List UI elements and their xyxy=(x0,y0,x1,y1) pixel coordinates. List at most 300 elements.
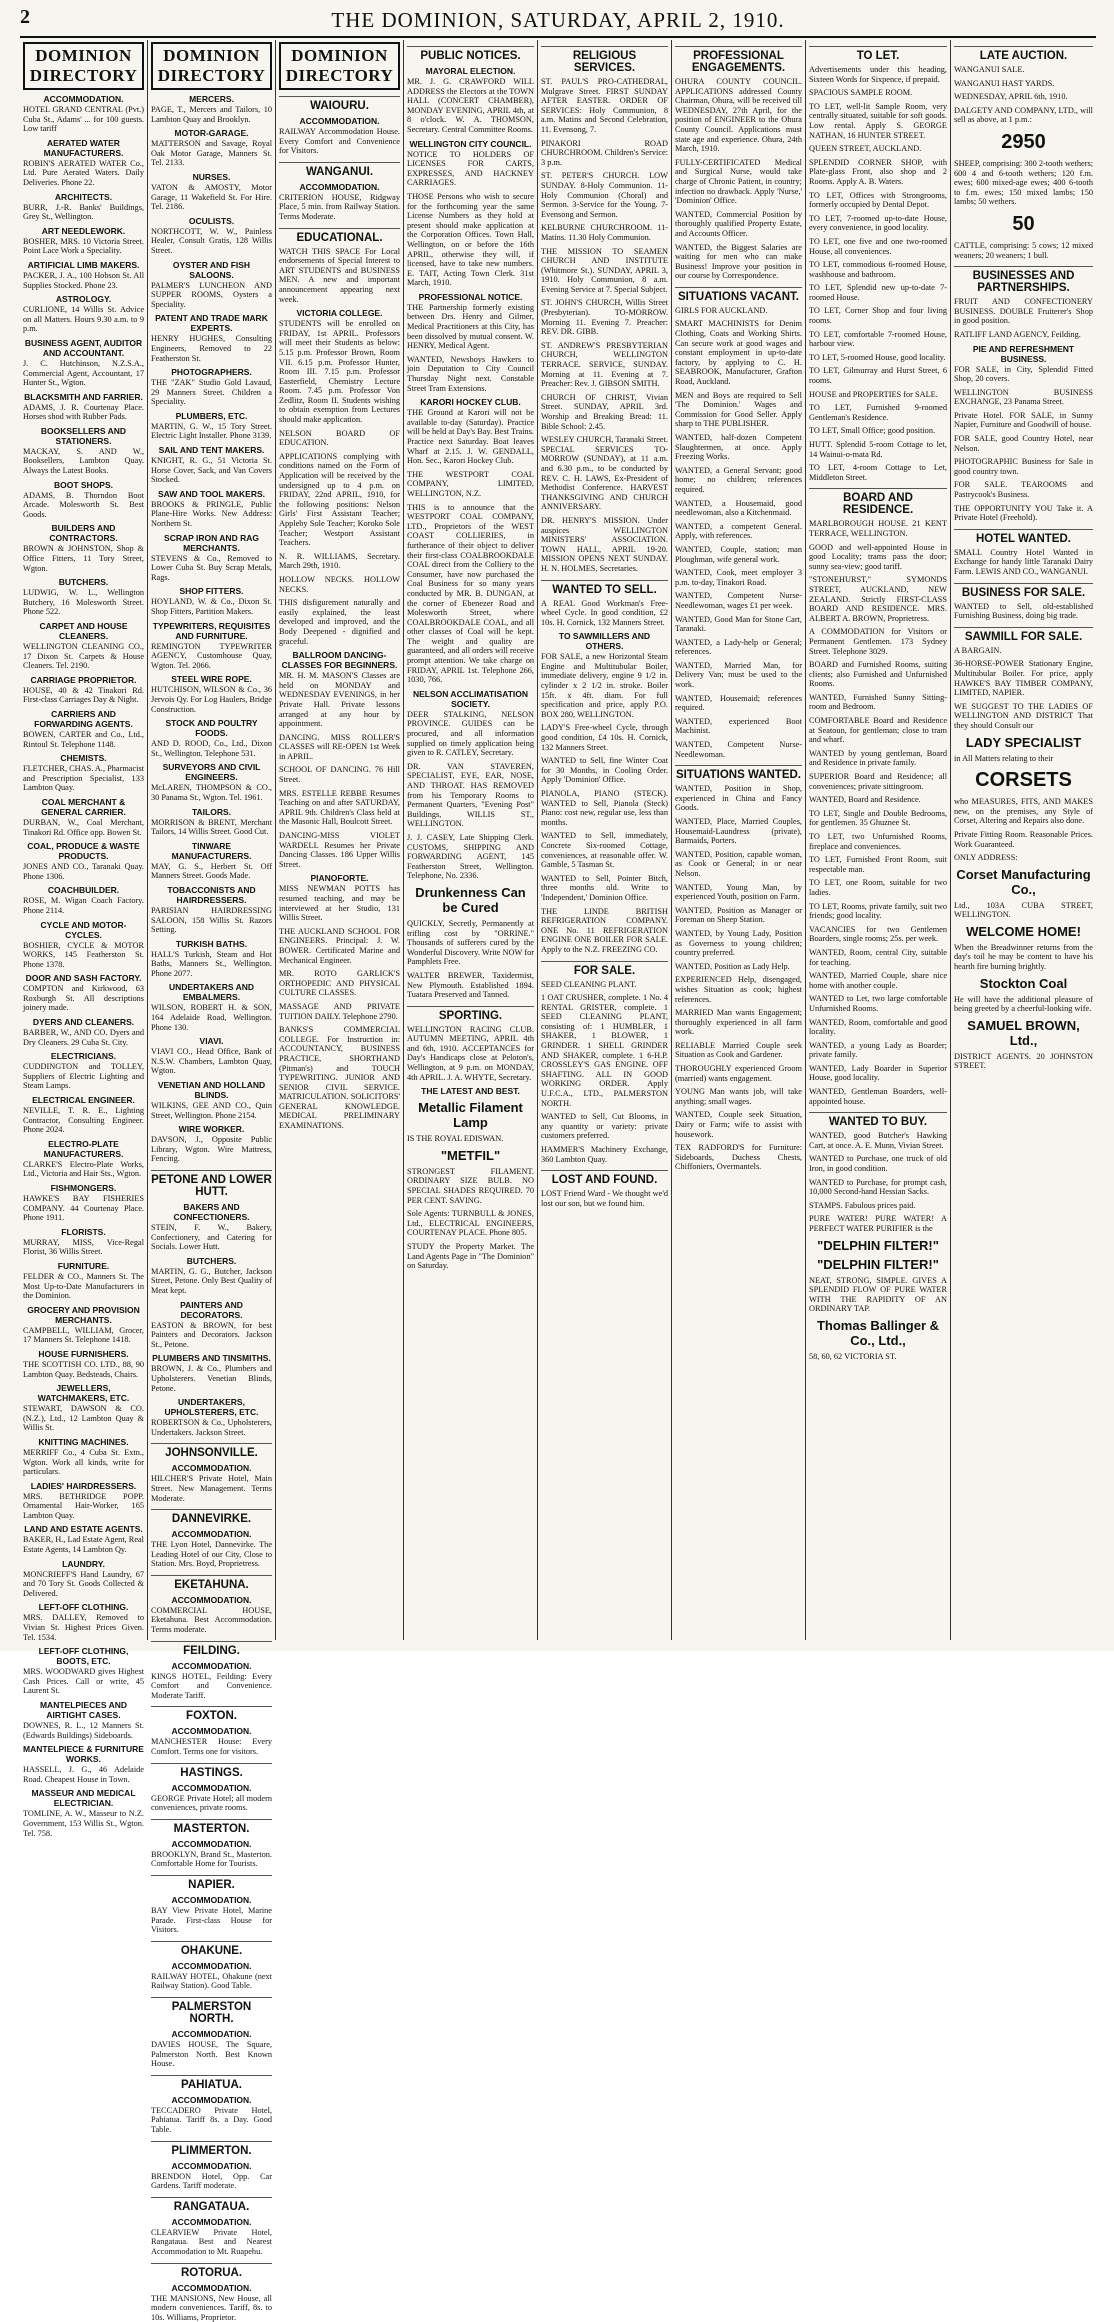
classified-ad: CUDDINGTON and TOLLEY, Suppliers of Electric Lighting and Steam Lamps. xyxy=(23,1062,144,1091)
section-heading: LATE AUCTION. xyxy=(954,46,1093,62)
section-heading: BUSINESSES AND PARTNERSHIPS. xyxy=(954,266,1093,294)
classified-ad: STUDY the Property Market. The Land Agents Page in "The Dominion" on Saturday. xyxy=(407,1242,534,1271)
classified-ad: TECCADERO Private Hotel, Pahiatua. Tariff 8s. a Day. Good Table. xyxy=(151,2106,272,2135)
classified-ad: REMINGTON TYPEWRITER AGENCY, Customhouse Quay, Wgton. Tel. 2066. xyxy=(151,642,272,671)
classified-ad: THIS disfigurement naturally and easily explained, the least developed and improved, and the Body Deepened - dignified and graceful. xyxy=(279,598,400,646)
section-heading: COACHBUILDER. xyxy=(23,885,144,895)
classified-ad: FOR SALE. TEAROOMS and Pastrycook's Business. xyxy=(954,480,1093,499)
section-heading: ACCOMMODATION. xyxy=(279,182,400,192)
section-heading: ACCOMMODATION. xyxy=(279,116,400,126)
section-heading: BUILDERS AND CONTRACTORS. xyxy=(23,523,144,543)
classified-ad: VATON & AMOSTY, Motor Garage, 11 Wakefield St. For Hire. Tel. 2186. xyxy=(151,183,272,212)
classified-ad: PACKER, J. A., 100 Hobson St. All Supplies Stocked. Phone 23. xyxy=(23,271,144,290)
section-heading: FOR SALE. xyxy=(541,961,668,977)
classified-ad: HOYLAND, W. & Co., Dixon St. Shop Fitters, Partition Makers. xyxy=(151,597,272,616)
classified-ad: THE MANSIONS, New House, all modern conveniences. Tariff, 8s. to 10s. Williams, Proprietor. xyxy=(151,2294,272,2322)
classified-ad: WANTED to Purchase, one truck of old Iron, in good condition. xyxy=(809,1154,947,1173)
classified-ad: GIRLS FOR AUCKLAND. xyxy=(675,306,802,316)
section-heading: FISHMONGERS. xyxy=(23,1183,144,1193)
classified-ad: TO LET, Corner Shop and four living rooms. xyxy=(809,306,947,325)
classified-ad: WANTED, Furnished Sunny Sitting-room and Bedroom. xyxy=(809,693,947,712)
section-heading: BOOT SHOPS. xyxy=(23,480,144,490)
classified-ad: WANTED, a young Lady as Boarder; private family. xyxy=(809,1041,947,1060)
section-heading: PHOTOGRAPHERS. xyxy=(151,367,272,377)
classified-ad: TO LET, Furnished 9-roomed Gentleman's Residence. xyxy=(809,403,947,422)
classified-ad: RAILWAY HOTEL, Ohakune (next Railway Station). Good Table. xyxy=(151,1972,272,1991)
classified-ad: TO LET, two Unfurnished Rooms, fireplace and conveniences. xyxy=(809,832,947,851)
section-heading: KNITTING MACHINES. xyxy=(23,1437,144,1447)
section-heading: PIE AND REFRESHMENT BUSINESS. xyxy=(954,344,1093,364)
classified-ad: J. C. Hutchinson, N.Z.S.A., Commercial Agent, Accountant, 17 Hunter St., Wgton. xyxy=(23,359,144,388)
classified-ad: TO LET, Small Office; good position. xyxy=(809,426,947,436)
section-heading: PIANOFORTE. xyxy=(279,873,400,883)
classified-ad: CATTLE, comprising: 5 cows; 12 mixed weaners; 20 weaners; 1 bull. xyxy=(954,241,1093,260)
section-heading: VENETIAN AND HOLLAND BLINDS. xyxy=(151,1080,272,1100)
classified-ad: WANTED, Newsboys Hawkers to join Deputation to City Council Thursday Night next. Constable Street Tram Extensions. xyxy=(407,355,534,393)
section-heading: BUSINESS AGENT, AUDITOR AND ACCOUNTANT. xyxy=(23,338,144,358)
classified-ad: SCHOOL OF DANCING. 76 Hill Street. xyxy=(279,765,400,784)
classified-ad: MANCHESTER House: Every Comfort. Terms one for visitors. xyxy=(151,1737,272,1756)
classified-ad: MORRISON & BRENT, Merchant Tailors, 14 Willis Street. Good Cut. xyxy=(151,818,272,837)
classified-ad: PARISIAN HAIRDRESSING SALOON, 158 Willis St. Razors Setting. xyxy=(151,906,272,935)
classified-ad: WANTED, experienced Boot Machinist. xyxy=(675,717,802,736)
section-heading: PLUMBERS AND TINSMITHS. xyxy=(151,1353,272,1363)
section-heading: ACCOMMODATION. xyxy=(151,1783,272,1793)
section-heading: JEWELLERS, WATCHMAKERS, ETC. xyxy=(23,1383,144,1403)
classified-ad: MURRAY, MISS, Vice-Regal Florist, 36 Willis Street. xyxy=(23,1238,144,1257)
classified-ad: 1 OAT CRUSHER, complete. 1 No. 4 RENTAL GRISTER, complete. 1 SEED CLEANING PLANT, consisting of: 1 HUMBLER, 1 SHAKER, 1 BLOWER, 1 GRINDER. 1 SHELL GRINDER AND SHAKER, complete. 1 6-H.P. CROSSLEY'S GAS ENGINE. OFF SHAFTING. ALL IN GOOD WORKING ORDER. Apply U.F.C.A., LTD., PALMERSTON NORTH. xyxy=(541,993,668,1108)
classified-ad: WANTED, by Young Lady, Position as Governess to young children; country preferred. xyxy=(675,929,802,958)
classified-ad: BURR, J.-R. Banks' Buildings, Grey St., Wellington. xyxy=(23,203,144,222)
classified-ad: NORTHCOTT, W. W., Painless Healer, Consult Gratis, 128 Willis Street. xyxy=(151,227,272,256)
classified-ad: TO LET, 4-room Cottage to Let, Middleton Street. xyxy=(809,463,947,482)
column-late-auction xyxy=(951,40,1096,1640)
section-heading: SURVEYORS AND CIVIL ENGINEERS. xyxy=(151,762,272,782)
section-heading: PROFESSIONAL NOTICE. xyxy=(407,292,534,302)
section-heading: PALMERSTON NORTH. xyxy=(151,1997,272,2025)
classified-ad: OHURA COUNTY COUNCIL. APPLICATIONS addressed County Chairman, Ohura, will be received till WEDNESDAY, 27th April, for the position of ENGINEER to the Ohura County Council. Applications must state age and experience. Ohura, 24th March, 1910. xyxy=(675,77,802,154)
classified-ad: WANTED to Let, two large comfortable Unfurnished Rooms. xyxy=(809,994,947,1013)
classified-ad: SMALL Country Hotel Wanted in Exchange for handy little Taranaki Dairy Farm. LEWIS AND CO., WANGANUI. xyxy=(954,548,1093,577)
classified-ad: WILSON, ROBERT H. & SON, 164 Adelaide Road, Wellington. Phone 130. xyxy=(151,1003,272,1032)
section-heading: LADY SPECIALIST xyxy=(954,735,1093,750)
classified-ad: TOMLINE, A. W., Masseur to N.Z. Government, 153 Willis St., Wgton. Tel. 758. xyxy=(23,1809,144,1838)
section-heading: ACCOMMODATION. xyxy=(151,1961,272,1971)
classified-ad: Advertisements under this heading, Sixteen Words for Sixpence, if prepaid. xyxy=(809,65,947,84)
section-heading: VIAVI. xyxy=(151,1036,272,1046)
classified-ad: WANGANUI SALE. xyxy=(954,65,1093,75)
classified-ad: He will have the additional pleasure of being greeted by a cheerful-looking wife. xyxy=(954,995,1093,1014)
classified-ad: ADAMS, J. R. Courtenay Place. Horses shod with Rubber Pads. xyxy=(23,403,144,422)
section-heading: BUTCHERS. xyxy=(23,577,144,587)
classified-ad: BOARD and Furnished Rooms, suiting clients; also Furnished and Unfurnished Rooms. xyxy=(809,660,947,689)
section-heading: BUSINESS FOR SALE. xyxy=(954,583,1093,599)
classified-ad: DANCING. MISS ROLLER'S CLASSES will RE-OPEN 1st Week in APRIL. xyxy=(279,733,400,762)
section-heading: LEFT-OFF CLOTHING, BOOTS, ETC. xyxy=(23,1646,144,1666)
classified-ad: MACKAY, S. AND W., Booksellers, Lambton Quay. Always the Latest Books. xyxy=(23,447,144,476)
classified-ad: WANTED, Room, central City, suitable for teaching. xyxy=(809,948,947,967)
section-heading: ROTORUA. xyxy=(151,2263,272,2279)
section-heading: DYERS AND CLEANERS. xyxy=(23,1017,144,1027)
classified-ad: PALMER'S LUNCHEON AND SUPPER ROOMS, Oysters a Speciality. xyxy=(151,281,272,310)
section-heading: COAL, PRODUCE & WASTE PRODUCTS. xyxy=(23,841,144,861)
classified-ad: A BARGAIN. xyxy=(954,646,1093,656)
section-heading: FURNITURE. xyxy=(23,1261,144,1271)
section-heading: PATENT AND TRADE MARK EXPERTS. xyxy=(151,313,272,333)
classified-ad: TO LET, Offices with Strongrooms, formerly occupied by Dental Depot. xyxy=(809,191,947,210)
classified-ad: WANTED, Lady Boarder in Superior House, good locality. xyxy=(809,1064,947,1083)
section-heading: MANTELPIECE & FURNITURE WORKS. xyxy=(23,1744,144,1764)
classified-ad: ST. ANDREW'S PRESBYTERIAN CHURCH, WELLINGTON TERRACE. SERVICE, SUNDAY. Morning at 11. Evening at 7. Preacher: Rev. J. GIBSON SMITH. xyxy=(541,341,668,389)
section-heading: THE LATEST AND BEST. xyxy=(407,1086,534,1096)
section-heading: ASTROLOGY. xyxy=(23,294,144,304)
section-heading: KARORI HOCKEY CLUB. xyxy=(407,397,534,407)
classified-ad: WANTED to Sell, fine Winter Coat for 30 Months, in Cooling Order. Apply 'Dominion' Office. xyxy=(541,756,668,785)
classified-ad: ROBIN'S AERATED WATER Co., Ltd. Pure Aerated Waters. Daily Deliveries. Phone 22. xyxy=(23,159,144,188)
section-heading: FLORISTS. xyxy=(23,1227,144,1237)
classified-ad: THE OPPORTUNITY YOU Take it. A Private Hotel (Freehold). xyxy=(954,504,1093,523)
section-heading: RANGATAUA. xyxy=(151,2197,272,2213)
section-heading: TO SAWMILLERS AND OTHERS. xyxy=(541,631,668,651)
classified-ad: ST. PAUL'S PRO-CATHEDRAL, Mulgrave Street. FIRST SUNDAY AFTER EASTER. ORDER OF SERVICES: Holy Communion, 8 a.m. Matins and Second Celebration, 11. Evensong, 7. xyxy=(541,77,668,135)
classified-ad: WANTED to Sell, old-established Furnishing Business, doing big trade. xyxy=(954,602,1093,621)
section-heading: WAIOURU. xyxy=(279,96,400,112)
classified-ad: TO LET, one Room, suitable for two ladies. xyxy=(809,878,947,897)
classified-ad: KELBURNE CHURCHROOM. 11-Matins. 11.30 Holy Communion. xyxy=(541,223,668,242)
classified-ad: Sole Agents: TURNBULL & JONES, Ltd., ELECTRICAL ENGINEERS, COURTENAY PLACE. Phone 805. xyxy=(407,1209,534,1238)
section-heading: STEEL WIRE ROPE. xyxy=(151,674,272,684)
section-heading: NAPIER. xyxy=(151,1875,272,1891)
classified-ad: MRS. ESTELLE REBBE Resumes Teaching on and after SATURDAY, APRIL 9th. Children's Class held at the Masonic Hall, Boulcott Street. xyxy=(279,789,400,827)
classified-ad: PURE WATER! PURE WATER! A PERFECT WATER PURIFIER is the xyxy=(809,1214,947,1233)
classified-ad: TO LET, Gilmurray and Hurst Street, 6 rooms. xyxy=(809,366,947,385)
classified-ad: WANTED, Good Man for Stone Cart, Taranaki. xyxy=(675,615,802,634)
classified-ad: WANTED, Couple seek Situation, Dairy or Farm; wife to assist with housework. xyxy=(675,1110,802,1139)
classified-ad: DAVSON, J., Opposite Public Library, Wgton. Wire Mattress, Fencing. xyxy=(151,1135,272,1164)
section-heading: ACCOMMODATION. xyxy=(151,1895,272,1905)
classified-ad: JONES AND CO., Taranaki Quay. Phone 1306. xyxy=(23,862,144,881)
section-heading: Thomas Ballinger & Co., Ltd., xyxy=(809,1318,947,1348)
classified-ad: HAMMER'S Machinery Exchange, 360 Lambton Quay. xyxy=(541,1145,668,1164)
section-heading: MERCERS. xyxy=(151,94,272,104)
classified-ad: MARRIED Man wants Engagement; thoroughly experienced in all farm work. xyxy=(675,1008,802,1037)
classified-ad: WANTED, Position as Lady Help. xyxy=(675,962,802,972)
classified-ad: MRS. DALLEY, Removed to Vivian St. Highest Prices Given. Tel. 1534. xyxy=(23,1613,144,1642)
classified-ad: LOST Friend Ward - We thought we'd lost our son, but we found him. xyxy=(541,1189,668,1208)
classified-ad: SEED CLEANING PLANT. xyxy=(541,980,668,990)
classified-ad: ADAMS, B. Thorndon Boot Arcade. Molesworth St. Best Goods. xyxy=(23,491,144,520)
classified-ad: WANTED to Sell, Cut Blooms, in any quantity or variety: private customers preferred. xyxy=(541,1112,668,1141)
classified-ad: NELSON BOARD OF EDUCATION. xyxy=(279,429,400,448)
classified-ad: MRS. BETHRIDGE POPP. Ornamental Hair-Worker, 165 Lambton Quay. xyxy=(23,1492,144,1521)
section-heading: ACCOMMODATION. xyxy=(151,2217,272,2227)
classified-ad: STEIN, F. W., Bakery, Confectionery, and Catering for Socials. Lower Hutt. xyxy=(151,1223,272,1252)
column-to-let xyxy=(806,40,951,1640)
classified-ad: TO LET, well-lit Sample Room, very centrally situated, suitable for soft goods. Low rental. Apply S. GEORGE NATHAN, 16 HUNTER STREET. xyxy=(809,102,947,140)
classified-ad: WANTED, Married Man, for Delivery Van; must be used to the work. xyxy=(675,661,802,690)
section-heading: EDUCATIONAL. xyxy=(279,228,400,244)
classified-ad: WANTED, Competent Nurse-Needlewoman. xyxy=(675,740,802,759)
section-heading: BOARD AND RESIDENCE. xyxy=(809,488,947,516)
section-heading: SCRAP IRON AND RAG MERCHANTS. xyxy=(151,533,272,553)
classified-ad: BAY View Private Hotel, Marine Parade. First-class House for Visitors. xyxy=(151,1906,272,1935)
classified-ad: DISTRICT AGENTS. 20 JOHNSTON STREET. xyxy=(954,1052,1093,1071)
classified-ad: MISS NEWMAN POTTS has resumed teaching, and may be interviewed at her Studio, 131 Willis Street. xyxy=(279,884,400,922)
classified-ad: STEVENS & Co., Removed to Lower Cuba St. Buy Scrap Metals, Rags. xyxy=(151,554,272,583)
classified-ad: When the Breadwinner returns from the day's toil he may be content to have his hearth fire burning brightly. xyxy=(954,943,1093,972)
classified-ad: BARBER, W., AND CO. Dyers and Dry Cleaners. 29 Cuba St. City. xyxy=(23,1028,144,1047)
section-heading: ACCOMMODATION. xyxy=(23,94,144,104)
section-heading: Corset Manufacturing Co., xyxy=(954,867,1093,897)
classified-ad: BAKER, H., Lad Estate Agent, Real Estate Agents, 14 Lambton Qy. xyxy=(23,1535,144,1554)
classified-ad: CAMPBELL, WILLIAM, Grocer, 17 Manners St. Telephone 1418. xyxy=(23,1326,144,1345)
section-heading: HOUSE FURNISHERS. xyxy=(23,1349,144,1359)
classified-ad: MR. H. M. MASON'S Classes are held on MONDAY and WEDNESDAY EVENINGS, in her Private Hall. Private lessons arranged at any hour by appointment. xyxy=(279,671,400,729)
section-heading: ACCOMMODATION. xyxy=(151,2283,272,2293)
classified-ad: BROOKS & PRINGLE, Public Plane-Hire Works. New Address: Northern St. xyxy=(151,500,272,529)
section-heading: DANNEVIRKE. xyxy=(151,1509,272,1525)
column-directory-2 xyxy=(148,40,276,1640)
classified-ad: FOR SALE, a new Horizontal Steam Engine and Multitubular Boiler, immediate delivery, engine 9 1/2 in. cylinder x 2 1/2 in. stroke. Boiler 15ft. x 4ft. diam. For full specification and price, apply P.O. BOX 280, WELLINGTON. xyxy=(541,652,668,719)
section-heading: ACCOMMODATION. xyxy=(151,1463,272,1473)
section-heading: TAILORS. xyxy=(151,807,272,817)
columns xyxy=(20,40,1096,1640)
classified-ad: MEN and Boys are required to Sell 'The Dominion.' Wages and Commission for Good Seller. Apply sharp to THE PUBLISHER. xyxy=(675,391,802,429)
classified-ad: PINAKORI ROAD CHURCHROOM. Children's Service: 3 p.m. xyxy=(541,139,668,168)
classified-ad: MERRIFF Co., 4 Cuba St. Extn., Wgton. Work all kinds, write for particulars. xyxy=(23,1448,144,1477)
classified-ad: GEORGE Private Hotel; all modern conveniences, private rooms. xyxy=(151,1794,272,1813)
section-heading: ACCOMMODATION. xyxy=(151,1595,272,1605)
classified-ad: WANTED, Place, Married Couples, Housemaid-Laundress (private), Barmaids, Porters. xyxy=(675,817,802,846)
classified-ad: WILKINS, GEE AND CO., Quin Street, Wellington. Phone 2154. xyxy=(151,1101,272,1120)
classified-ad: SPACIOUS SAMPLE ROOM. xyxy=(809,88,947,98)
classified-ad: WANTED, Gentleman Boarders, well-appointed house. xyxy=(809,1087,947,1106)
classified-ad: BROWN & JOHNSTON, Shop & Office Fitters, 11 Tory Street, Wgton. xyxy=(23,544,144,573)
section-heading: JOHNSONVILLE. xyxy=(151,1443,272,1459)
classified-ad: WANTED, Young Man, by experienced Youth, position on Farm. xyxy=(675,883,802,902)
section-heading: LEFT-OFF CLOTHING. xyxy=(23,1602,144,1612)
section-heading: ACCOMMODATION. xyxy=(151,2029,272,2039)
classified-ad: HOTEL GRAND CENTRAL (Pvt.) Cuba St., Adams' ... for 100 guests. Low tariff xyxy=(23,105,144,134)
classified-ad: BOWEN, CARTER and Co., Ltd., Rintoul St. Telephone 1148. xyxy=(23,730,144,749)
classified-ad: CLEARVIEW Private Hotel, Rangataua. Best and Nearest Accommodation to Mt. Ruapehu. xyxy=(151,2228,272,2257)
section-heading: SAW AND TOOL MAKERS. xyxy=(151,489,272,499)
classified-ad: DEER STALKING, NELSON PROVINCE. GUIDES can be procured, and all information supplied on timely application being given to R. CATLEY, Secretary. xyxy=(407,710,534,758)
classified-ad: A REAL Good Workman's Free-wheel Cycle. In good condition, £2 10s. H. Cornick, 132 Manners Street. xyxy=(541,599,668,628)
classified-ad: QUICKLY, Secretly, Permanently at trifling cost by "ORRINE." Thousands of sufferers cured by the Wonderful Discovery. Write NOW for Pamphlets Free. xyxy=(407,919,534,967)
section-heading: CHEMISTS. xyxy=(23,753,144,763)
section-heading: WELLINGTON CITY COUNCIL. xyxy=(407,139,534,149)
classified-ad: N. R. WILLIAMS, Secretary. March 29th, 1910. xyxy=(279,552,400,571)
classified-ad: WANTED, Position as Manager or Foreman on Sheep Station. xyxy=(675,906,802,925)
section-heading: PLIMMERTON. xyxy=(151,2141,272,2157)
section-heading: NELSON ACCLIMATISATION SOCIETY. xyxy=(407,689,534,709)
newspaper-title: THE DOMINION, SATURDAY, APRIL 2, 1910. xyxy=(20,8,1096,33)
classified-ad: FULLY-CERTIFICATED Medical and Surgical Nurse, would take charge of Chronic Patient, in country; infection no drawback. Apply 'Nurse,' 'Dominion' Office. xyxy=(675,158,802,206)
classified-ad: WEDNESDAY, APRIL 6th, 1910. xyxy=(954,92,1093,102)
classified-ad: DALGETY AND COMPANY, LTD., will sell as above, at 1 p.m.: xyxy=(954,106,1093,125)
section-heading: "DELPHIN FILTER!" xyxy=(809,1238,947,1253)
classified-ad: TEX RADFORD'S for Furniture: Sideboards, Duchess Chests, Chiffoniers, Overmantels. xyxy=(675,1143,802,1172)
section-heading: 2950 xyxy=(954,131,1093,153)
classified-ad: CURLIONE, 14 Willis St. Advice on all Matters. Hours 9.30 a.m. to 9 p.m. xyxy=(23,305,144,334)
classified-ad: MR. J. G. CRAWFORD WILL ADDRESS the Electors at the TOWN HALL (CONCERT CHAMBER), MONDAY EVENING, APRIL 4th, at 8 o'clock. W. A. THOMSON, Secretary. Central Committee Rooms. xyxy=(407,77,534,135)
classified-ad: WALTER BREWER, Taxidermist, New Plymouth. Established 1894. Tuatara Preserved and Tanned. xyxy=(407,971,534,1000)
classified-ad: TO LET, Splendid new up-to-date 7-roomed House. xyxy=(809,283,947,302)
classified-ad: APPLICATIONS complying with conditions named on the Form of Application will be received by the undersigned up to 4 p.m. on FRIDAY, 22nd APRIL, 1910, for the following positions: Nelson Girls' First Assistant Teacher; Appleby Sole Teacher; Koroko Sole Teacher; Westport Assistant Teachers. xyxy=(279,452,400,548)
classified-ad: NEAT, STRONG, SIMPLE. GIVES A SPLENDID FLOW OF PURE WATER WITH THE RAPIDITY OF AN ORDINARY TAP. xyxy=(809,1276,947,1314)
classified-ad: TO LET, Furnished Front Room, suit respectable man. xyxy=(809,855,947,874)
column-directory-3 xyxy=(276,40,404,1640)
classified-ad: who MEASURES, FITS, AND MAKES new, on the premises, any Style of Corset, Altering and Repairs also done. xyxy=(954,797,1093,826)
section-heading: MANTELPIECES AND AIRTIGHT CASES. xyxy=(23,1700,144,1720)
section-heading: GROCERY AND PROVISION MERCHANTS. xyxy=(23,1305,144,1325)
section-heading: ACCOMMODATION. xyxy=(151,1661,272,1671)
classified-ad: MRS. WOODWARD gives Highest Cash Prices. Call or write, 45 Laurent St. xyxy=(23,1667,144,1696)
classified-ad: WANTED, a Lady-help or General; references. xyxy=(675,638,802,657)
section-heading: OCULISTS. xyxy=(151,216,272,226)
classified-ad: Ltd., 103A CUBA STREET, WELLINGTON. xyxy=(954,901,1093,920)
section-heading: MASSEUR AND MEDICAL ELECTRICIAN. xyxy=(23,1788,144,1808)
classified-ad: WANTED, Married Couple, share nice home with another couple. xyxy=(809,971,947,990)
section-heading: SHOP FITTERS. xyxy=(151,586,272,596)
section-heading: WANTED TO BUY. xyxy=(809,1112,947,1128)
section-heading: ELECTRICAL ENGINEER. xyxy=(23,1095,144,1105)
classified-ad: THOSE Persons who wish to secure for the forthcoming year the same License Numbers as they hold at present should make application at the Corporation Offices. Town Hall, Wellington, on or before the 16th APRIL, otherwise they will, if licensed, have to take new numbers. E. TAIT, Acting Town Clerk. 31st March, 1910. xyxy=(407,192,534,288)
classified-ad: TO LET, Single and Double Bedrooms, for gentlemen. 35 Ghuznee St. xyxy=(809,809,947,828)
classified-ad: DR. VAN STAVEREN, SPECIALIST, EYE, EAR, NOSE, AND THROAT. HAS REMOVED from his Temporary Rooms to Permanent Quarters, "Evening Post" Buildings, WILLIS ST., WELLINGTON. xyxy=(407,762,534,829)
classified-ad: FOR SALE, in City, Splendid Fitted Shop, 20 covers. xyxy=(954,365,1093,384)
classified-ad: FRUIT AND CONFECTIONERY BUSINESS. DOUBLE Fruiterer's Shop in good position. xyxy=(954,297,1093,326)
classified-ad: THE Lyon Hotel, Dannevirke. The Leading Hotel of our City, Close to Station. Mrs. Boyd, Proprietress. xyxy=(151,1540,272,1569)
section-heading: MASTERTON. xyxy=(151,1819,272,1835)
classified-ad: RELIABLE Married Couple seek Situation as Cook and Gardener. xyxy=(675,1041,802,1060)
section-heading: DOOR AND SASH FACTORY. xyxy=(23,973,144,983)
directory-header: DOMINION DIRECTORY xyxy=(279,42,400,90)
classified-ad: WANTED, a competent General. Apply, with references. xyxy=(675,522,802,541)
page-number: 2 xyxy=(20,6,30,29)
classified-ad: MAY, G. S., Herbert St. Off Manners Street. Goods Made. xyxy=(151,862,272,881)
classified-ad: WANTED, Cook, meet employer 3 p.m. to-day, Tinakori Road. xyxy=(675,568,802,587)
classified-ad: DANCING-MISS VIOLET WARDELL Resumes her Private Dancing Classes. 186 Upper Willis Street. xyxy=(279,831,400,869)
section-heading: OHAKUNE. xyxy=(151,1941,272,1957)
section-heading: WANGANUI. xyxy=(279,162,400,178)
classified-ad: WANTED, Position in Shop, experienced in China and Fancy Goods. xyxy=(675,784,802,813)
section-heading: ACCOMMODATION. xyxy=(151,2161,272,2171)
classified-ad: THE LINDE BRITISH REFRIGERATION COMPANY. ONE No. 11 REFRIGERATION ENGINE ONE BOILER FOR SALE. Apply to the N.Z. FREEZING CO. xyxy=(541,907,668,955)
classified-ad: MR. ROTO GARLICK'S ORTHOPEDIC AND PHYSICAL CULTURE CLASSES. xyxy=(279,969,400,998)
classified-ad: WANTED to Purchase, for prompt cash, 10,000 Second-hand Hessian Sacks. xyxy=(809,1178,947,1197)
classified-ad: HOUSE, 40 & 42 Tinakori Rd. First-class Carriages Day & Night. xyxy=(23,686,144,705)
classified-ad: CHURCH OF CHRIST, Vivian Street. SUNDAY, APRIL 3rd. Worship and Breaking Bread: 11. Bible School: 2.45. xyxy=(541,393,668,431)
classified-ad: HENRY HUGHES, Consulting Engineers, Removed to 22 Featherston St. xyxy=(151,334,272,363)
classified-ad: BROWN, J. & Co., Plumbers and Upholsterers. Venetian Blinds, Petone. xyxy=(151,1364,272,1393)
classified-ad: TO LET, 5-roomed House, good locality. xyxy=(809,353,947,363)
section-heading: BAKERS AND CONFECTIONERS. xyxy=(151,1202,272,1222)
section-heading: UNDERTAKERS AND EMBALMERS. xyxy=(151,982,272,1002)
classified-ad: WANTED, Competent Nurse-Needlewoman, wages £1 per week. xyxy=(675,591,802,610)
classified-ad: CRITERION HOUSE, Ridgway Place, 5 min. from Railway Station. Terms Moderate. xyxy=(279,193,400,222)
classified-ad: SPLENDID CORNER SHOP, with Plate-glass Front, also shop and 2 Rooms. Apply A. B. Waters. xyxy=(809,158,947,187)
section-heading: NURSES. xyxy=(151,172,272,182)
column-professional-engagements xyxy=(672,40,806,1640)
classified-ad: BOSHIER, CYCLE & MOTOR WORKS, 145 Featherston St. Phone 1378. xyxy=(23,941,144,970)
directory-header: DOMINION DIRECTORY xyxy=(151,42,272,90)
classified-ad: TO LET, Rooms, private family, suit two friends; good locality. xyxy=(809,902,947,921)
classified-ad: ST. PETER'S CHURCH. LOW SUNDAY. 8-Holy Communion. 11-Holy Communion (Choral) and Sermon. 3-Service for the Young. 7-Evensong and Sermon. xyxy=(541,171,668,219)
classified-ad: WANTED by young gentleman, Board and Residence in private family. xyxy=(809,749,947,768)
section-heading: 50 xyxy=(954,213,1093,235)
classified-ad: WELLINGTON BUSINESS EXCHANGE, 23 Panama Street. xyxy=(954,388,1093,407)
section-heading: EKETAHUNA. xyxy=(151,1575,272,1591)
classified-ad: WANTED, good Butcher's Hawking Cart, at once. A. E. Munn, Vivian Street. xyxy=(809,1131,947,1150)
section-heading: COAL MERCHANT & GENERAL CARRIER. xyxy=(23,797,144,817)
section-heading: LAND AND ESTATE AGENTS. xyxy=(23,1524,144,1534)
section-heading: HOTEL WANTED. xyxy=(954,529,1093,545)
section-heading: Stockton Coal xyxy=(954,976,1093,991)
section-heading: OYSTER AND FISH SALOONS. xyxy=(151,260,272,280)
classified-ad: NOTICE TO HOLDERS OF LICENSES FOR CARTS, EXPRESSES, AND HACKNEY CARRIAGES. xyxy=(407,150,534,188)
column-religious-services xyxy=(538,40,672,1640)
classified-ad: THE Ground at Karori will not be available to-day (Saturday). Practice will be held at Day's Bay. Best Trains. Practice next Saturday. Boat leaves Wharf at 2.15. J. W. GENDALL, Hon. Sec., Karori Hockey Club. xyxy=(407,408,534,466)
classified-ad: 36-HORSE-POWER Stationary Engine, Multitubular Boiler. For price, apply HAWKE'S BAY TIMBER COMPANY, LIMITED, NAPIER. xyxy=(954,659,1093,697)
classified-ad: HALL'S Turkish, Steam and Hot Baths, Manners St., Wellington. Phone 2077. xyxy=(151,950,272,979)
classified-ad: WANTED to Sell, immediately, Concrete Six-roomed Cottage, conveniences, at reasonable offer. W. Gamble, 5 Tasman St. xyxy=(541,831,668,869)
classified-ad: IS THE ROYAL EDISWAN. xyxy=(407,1134,534,1144)
classified-ad: Private Hotel. FOR SALE, in Sunny Napier, Furniture and Goodwill of house. xyxy=(954,411,1093,430)
classified-ad: STUDENTS will be enrolled on FRIDAY, 1st APRIL. Professors will meet their Students as below: 5.15 p.m. Professor Brown, Room VII. 6.15 p.m. Professor Hunter, Room III. 7.15 p.m. Professor Easterfield, Chemistry Lecture Room. 7.45 p.m. Professor Von Zedlitz, Room II. Students wishing to obtain exemption from Lectures should make application. xyxy=(279,319,400,425)
section-heading: ARCHITECTS. xyxy=(23,192,144,202)
section-heading: CARRIERS AND FORWARDING AGENTS. xyxy=(23,709,144,729)
section-heading: TINWARE MANUFACTURERS. xyxy=(151,841,272,861)
classified-ad: MATTERSON and Savage, Royal Oak Motor Garage, Manners St. Tel. 2133. xyxy=(151,139,272,168)
classified-ad: TO LET, commodious 6-roomed House, washhouse and bathroom. xyxy=(809,260,947,279)
classified-ad: QUEEN STREET, AUCKLAND. xyxy=(809,144,947,154)
section-heading: ELECTRICIANS. xyxy=(23,1051,144,1061)
classified-ad: HOUSE and PROPERTIES for SALE. xyxy=(809,390,947,400)
classified-ad: HASSELL, J. G., 46 Adelaide Road. Cheapest House in Town. xyxy=(23,1765,144,1784)
section-heading: STOCK AND POULTRY FOODS. xyxy=(151,718,272,738)
section-heading: PLUMBERS, ETC. xyxy=(151,411,272,421)
section-heading: LOST AND FOUND. xyxy=(541,1170,668,1186)
section-heading: SAWMILL FOR SALE. xyxy=(954,627,1093,643)
section-heading: MOTOR-GARAGE. xyxy=(151,128,272,138)
classified-ad: EXPERIENCED Help, disengaged, wishes Situation as cook; highest references. xyxy=(675,975,802,1004)
section-heading: ACCOMMODATION. xyxy=(151,2095,272,2105)
section-heading: ELECTRO-PLATE MANUFACTURERS. xyxy=(23,1139,144,1159)
section-heading: WELCOME HOME! xyxy=(954,924,1093,939)
section-heading: PROFESSIONAL ENGAGEMENTS. xyxy=(675,46,802,74)
classified-ad: WANTED, Room, comfortable and good locality. xyxy=(809,1018,947,1037)
classified-ad: THE MISSION TO SEAMEN CHURCH AND INSTITUTE (Whitmore St.). SUNDAY, APRIL 3, 1910. Holy Communion, 8 a.m. Evening Service at 7. Special Subject. xyxy=(541,247,668,295)
classified-ad: ST. JOHN'S CHURCH, Willis Street (Presbyterian). TO-MORROW. Morning 11. Evening 7. Preacher: REV. DR. GIBB. xyxy=(541,298,668,336)
section-heading: PETONE AND LOWER HUTT. xyxy=(151,1170,272,1198)
classified-ad: WANTED, Board and Residence. xyxy=(809,795,947,805)
section-heading: HASTINGS. xyxy=(151,1763,272,1779)
section-heading: CARPET AND HOUSE CLEANERS. xyxy=(23,621,144,641)
classified-ad: WANTED, Position, capable woman, as Cook or General; in or near Nelson. xyxy=(675,850,802,879)
classified-ad: TO LET, comfortable 7-roomed House, harbour view. xyxy=(809,330,947,349)
classified-ad: DURBAN, W., Coal Merchant, Tinakori Rd. Office opp. Bowen St. xyxy=(23,818,144,837)
section-heading: "METFIL" xyxy=(407,1148,534,1163)
directory-header: DOMINION DIRECTORY xyxy=(23,42,144,90)
classified-ad: SHEEP, comprising: 300 2-tooth wethers; 600 4 and 6-tooth wethers; 120 f.m. ewes; 600 mixed-age ewes; 400 6-tooth to f.m. ewes; 150 mixed lambs; 150 lambs; 50 wethers. xyxy=(954,159,1093,207)
classified-ad: STAMPS. Fabulous prices paid. xyxy=(809,1201,947,1211)
section-heading: ACCOMMODATION. xyxy=(151,1529,272,1539)
classified-ad: WANTED, a Housemaid, good needlewoman, also a Kitchenmaid. xyxy=(675,499,802,518)
classified-ad: THOROUGHLY experienced Groom (married) wants engagement. xyxy=(675,1064,802,1083)
classified-ad: WANTED, Housemaid; references required. xyxy=(675,694,802,713)
